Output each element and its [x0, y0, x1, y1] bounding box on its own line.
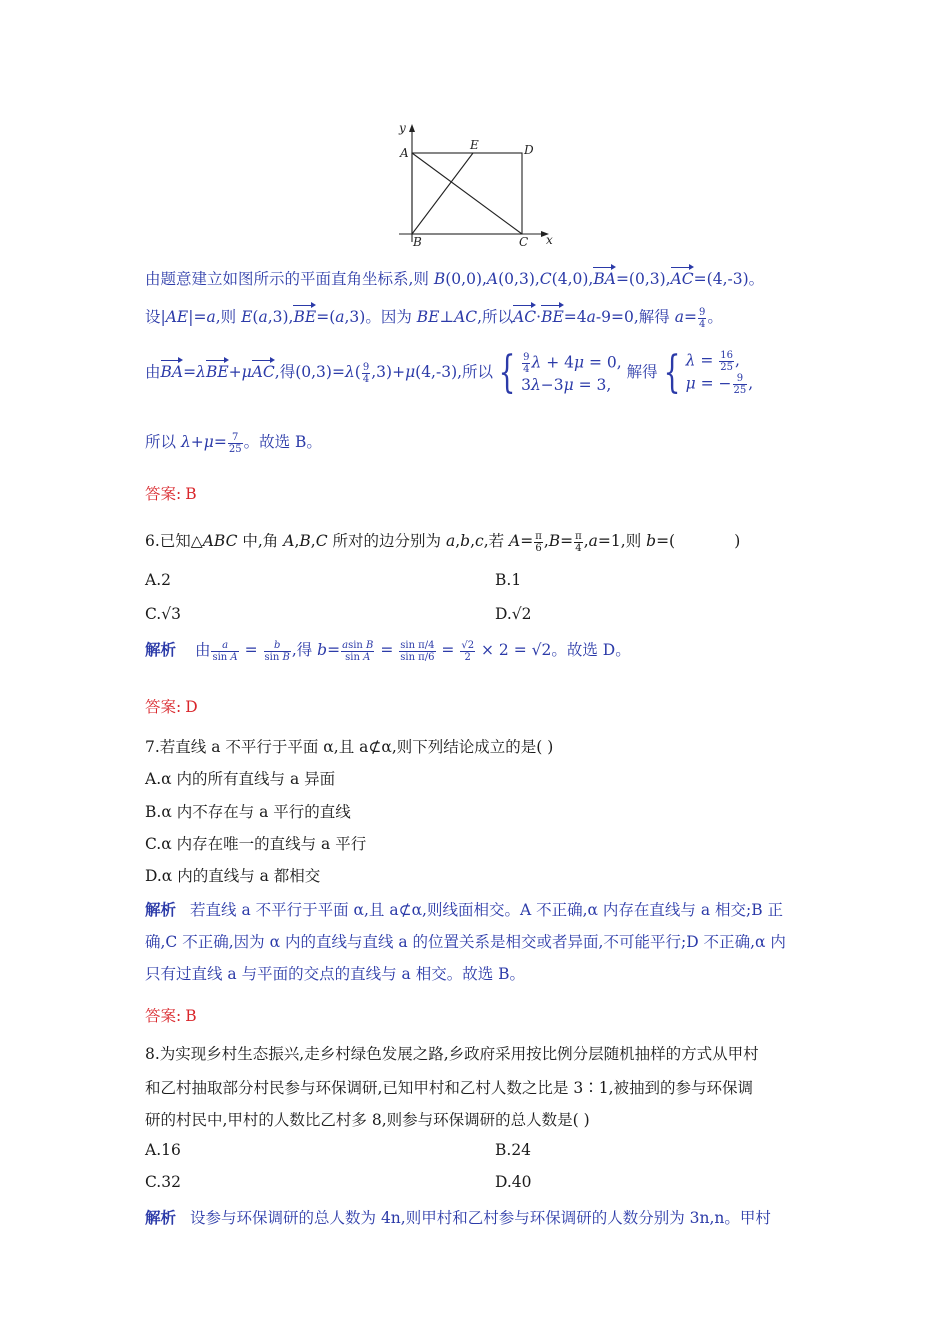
- q8-stem-line2: 和乙村抽取部分村民参与环保调研,已知甲村和乙村人数之比是 3∶1,被抽到的参与环保调: [145, 1079, 754, 1097]
- q7-option-a[interactable]: A.α 内的所有直线与 a 异面: [145, 770, 336, 788]
- q6-answer: [145, 695, 198, 717]
- solution-label: 解析: [145, 640, 177, 659]
- q8-solution: 解析 设参与环保调研的总人数为 4n,则甲村和乙村参与环保调研的人数分别为 3n,n。甲村: [145, 1208, 771, 1227]
- q7-option-c[interactable]: C.α 内存在唯一的直线与 a 平行: [145, 835, 367, 853]
- point-A-label: A: [400, 146, 409, 160]
- y-axis-label: y: [399, 121, 406, 135]
- q6-stem: 6.已知△ABC 中,角 A,B,C 所对的边分别为 a,b,c,若 A= $\frac{\pi}{6}$ ,B= $\frac{\pi}{4}$ ,a=1,则 b=( ): [145, 530, 741, 554]
- answer-label: 答案:: [145, 485, 182, 503]
- sol5-line4: 所以 λ+μ= $\frac{7}{25}$ 。故选 B。: [145, 431, 322, 455]
- q8-stem-line1: 8.为实现乡村生态振兴,走乡村绿色发展之路,乡政府采用按比例分层随机抽样的方式从甲村: [145, 1045, 759, 1063]
- answer-label: 答案:: [145, 698, 182, 716]
- q7-solution-line3: 只有过直线 a 与平面的交点的直线与 a 相交。故选 B。: [145, 965, 526, 983]
- q7-option-b[interactable]: B.α 内不存在与 a 平行的直线: [145, 803, 351, 821]
- q8-stem-line3: 研的村民中,甲村的人数比乙村多 8,则参与环保调研的总人数是( ): [145, 1111, 590, 1129]
- answer-label: 答案:: [145, 1007, 182, 1025]
- sol5-line1: 由题意建立如图所示的平面直角坐标系,则 B(0,0),A(0,3),C(4,0),BA=(0,3),AC=(4,-3)。: [145, 270, 765, 288]
- sol5-line2: 设|AE|=a,则 E(a,3),BE=(a,3)。因为 BE⊥AC,所以AC·BE=4a-9=0,解得 a= $\frac{9}{4}$ 。: [145, 306, 723, 330]
- answer-value: B: [185, 485, 197, 503]
- sol5-line3: 由BA=λBE+μAC,得(0,3)=λ( $\frac{9}{4}$ ,3)+μ(4,-3),所以 { $\frac{9}{4}$ λ + 4μ = 0, 3λ−3μ = 3, 解得 { λ = $\frac{16}{25}$ , μ = − $\frac{9}{25}$ ,: [145, 347, 754, 398]
- q8-option-d[interactable]: D.40: [495, 1173, 532, 1191]
- q6-solution: 解析 由 $\frac{a}{\text{sin A}}$ = $\frac{b}{\text{sin B}}$ ,得 b= $\frac{\text{asin B}}{\text{sin A}}$ = $\frac{\text{sin π/4}}{\text{sin π/6}}$ = $\frac{√2}{2}$ × 2 = √2。故选 D。: [145, 639, 631, 663]
- x-axis-label: x: [546, 233, 553, 247]
- point-D-label: D: [524, 143, 534, 157]
- q7-answer: [145, 1004, 197, 1026]
- point-C-label: C: [519, 235, 529, 249]
- q6-option-c[interactable]: C.√3: [145, 605, 181, 623]
- q8-option-a[interactable]: A.16: [145, 1141, 181, 1159]
- answer-value: B: [185, 1007, 197, 1025]
- q6-option-a[interactable]: A.2: [145, 571, 171, 589]
- q8-option-c[interactable]: C.32: [145, 1173, 181, 1191]
- q7-stem: 7.若直线 a 不平行于平面 α,且 a⊄α,则下列结论成立的是( ): [145, 738, 554, 756]
- q8-option-b[interactable]: B.24: [495, 1141, 532, 1159]
- q7-option-d[interactable]: D.α 内的直线与 a 都相交: [145, 867, 321, 885]
- coordinate-figure: [395, 120, 560, 250]
- q6-option-d[interactable]: D.√2: [495, 605, 532, 623]
- solution-label: 解析: [145, 900, 177, 919]
- sol5-answer: [145, 482, 197, 504]
- answer-value: D: [185, 698, 198, 716]
- solution-label: 解析: [145, 1208, 177, 1227]
- q6-option-b[interactable]: B.1: [495, 571, 522, 589]
- point-E-label: E: [470, 138, 479, 152]
- q7-solution-line1: 解析 若直线 a 不平行于平面 α,且 a⊄α,则线面相交。A 不正确,α 内存在直线与 a 相交;B 正: [145, 900, 784, 919]
- q7-solution-line2: 确,C 不正确,因为 α 内的直线与直线 a 的位置关系是相交或者异面,不可能平行;D 不正确,α 内: [145, 933, 786, 951]
- point-B-label: B: [413, 235, 422, 249]
